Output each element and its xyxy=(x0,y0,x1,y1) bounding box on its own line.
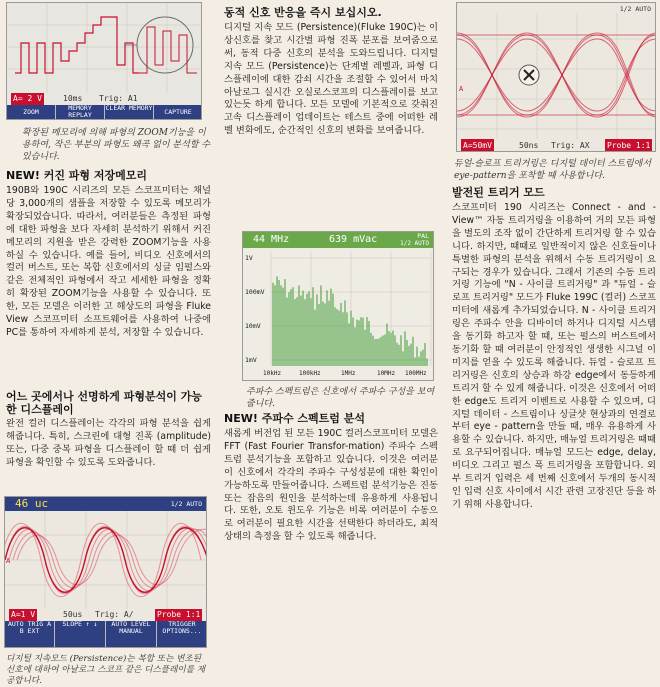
zoom-status-time: 10ms xyxy=(63,94,83,103)
fft-x-label-3: 1MHz xyxy=(341,370,356,377)
fft-spectrum-plot xyxy=(243,248,434,381)
zoom-softkey-1[interactable]: ZOOM xyxy=(7,105,56,119)
persistence-status-range: A=1 V xyxy=(11,610,36,619)
trigger-body: 스코프미터 190 시리즈는 Connect - and - View™ 자동 트리거링을 이용하여 거의 모든 파형을 별도의 조작 없이 간단하게 트리거링 할 수 있습니다. 하지만, 때때로 일반적이지 않은 신호들이나 특별한 파형의 분석을 위해서 수동 트리거링이 요구되는 경우가 있습니다. 그래서 기존의 수동 트리거링 기능에 "N - 사이클 트리거링" 과 "듀얼 - 슬로프 트리거링" 모드가 Fluke 199C (컬러) 스코프미터에 새롭게 추가되었습니다. N - 사이클 트리거링은 주파수 안을 디바이더 하거나 디지털 시스템을 동기화 하고자 할 때, 또는 펄스의 버스트에서 동기화 할 때 여러분이 안정적인 생생한 시그널 이미지를 얻을 수 있도록 해줍니다. 듀얼 - 슬로프 트리거링은 신호의 상승과 하강 edge에서 동등하게 트리거 할 수 있게 해줍니다. 이것은 신호에서 어떠한 edge도 트리거 이벤트로 사용할 수 있으며, 디지털 데이터 - 스트림이나 싱글샷 현상과의 연결로부터 eye - pattern을 만들 때, 매우 유용하게 사용할 수 있습니다. 하지만, 매뉴얼 트리거링은 때때로 요구되어집니다. 매뉴얼 모드는 edge, delay, 비디오 그리고 펄스 폭 트리거링을 포함합니다. 외부 트리거 입력은 세 번째 신호에서 두개의 동시적인 입력 신호 사이에서 시간 관련 고장진단 등을 하기 위해 사용합니다. xyxy=(452,202,656,510)
persistence-status-probe: Probe 1:1 xyxy=(157,610,201,619)
svg-text:A: A xyxy=(6,557,11,565)
persistence-reading: 46 uc xyxy=(15,497,49,510)
display-heading: 어느 곳에서나 선명하게 파형분석이 가능한 디스플레이 xyxy=(6,390,202,416)
eye-auto-badge: 1/2 AUTO xyxy=(619,5,651,13)
persistence-reading-bar xyxy=(5,497,206,511)
fft-pal-badge: PAL xyxy=(417,232,429,240)
persistence-heading: 동적 신호 반응을 즉시 보십시오. xyxy=(224,6,382,19)
zoom-status-trigger: Trig: A1 xyxy=(99,94,138,103)
fft-y-label-2: 100mV xyxy=(245,288,265,296)
eye-status-trigger: Trig: AX xyxy=(551,141,590,150)
persistence-softkey-2[interactable]: SLOPE ↑ ↓ xyxy=(55,621,106,647)
eye-status-range: A=50mV xyxy=(461,139,494,152)
eye-channel-marker: A xyxy=(459,85,464,93)
persistence-waveform-plot xyxy=(5,511,207,609)
persistence-softkey-1[interactable]: AUTO TRIG A B EXT xyxy=(5,621,55,647)
fft-x-label-5: 100MHz xyxy=(405,370,427,377)
eye-pattern-scope-screen xyxy=(456,2,656,152)
fft-scope-screen xyxy=(242,231,434,381)
fft-spectrum-bars xyxy=(273,276,427,366)
zoom-softkey-3[interactable]: CLEAR MEMORY xyxy=(105,105,154,119)
fft-reading-bar xyxy=(243,232,433,248)
eye-status-time: 50ns xyxy=(519,141,539,150)
fft-x-label-1: 10kHz xyxy=(263,370,282,377)
trigger-heading: 발전된 트리거 모드 xyxy=(452,186,545,199)
eye-pattern-caption: 듀얼-슬로프 트리거링은 디지털 데이터 스트림에서 eye-pattern을 포착할 때 사용합니다. xyxy=(454,159,652,181)
persistence-softkey-4[interactable]: TRIGGER OPTIONS... xyxy=(157,621,207,647)
fft-x-label-2: 100kHz xyxy=(299,370,321,377)
persistence-body: 디지털 지속 모드 (Persistence)(Fluke 190C)는 이상신호를 찾고 시간별 파형 진폭 분포를 보여줌으로써, 동적 다중 신호의 분석을 도와드립니다. 디지털 지속 모드 (Persistence)는 단계별 레벨과, 파형 디스플레이에 대한 감쇠 시간을 조절할 수 있어서 마치 아날로그 실시간 오실로스코프의 디스플레이를 보고 있는듯 하게 합니다. 모든 모델에 기본적으로 갖춰진 고속 디스플레이 업데이트는 테스트 중에 어떠한 레벨 변화에도, 순간적인 신호의 변화를 보여줍니다. xyxy=(224,22,438,137)
persistence-auto-badge: 1/2 AUTO xyxy=(170,500,202,508)
persistence-softkey-3[interactable]: AUTO LEVEL MANUAL xyxy=(106,621,157,647)
fft-reading-frequency: 44 MHz xyxy=(253,234,290,245)
fft-y-label-4: 1mV xyxy=(245,356,257,364)
zoom-waveform-plot xyxy=(7,3,202,93)
persistence-status-time: 50us xyxy=(63,610,83,619)
zoom-status-bar xyxy=(7,93,201,105)
eye-status-probe: Probe 1:1 xyxy=(605,139,652,152)
fft-x-label-4: 10MHz xyxy=(377,370,396,377)
zoom-softkey-4[interactable]: CAPTURE xyxy=(154,105,202,119)
persistence-status-trigger: Trig: A/ xyxy=(95,610,134,619)
fft-y-label-3: 10mV xyxy=(245,322,261,330)
zoom-softkey-2[interactable]: MEMORY REPLAY xyxy=(56,105,105,119)
fft-heading: NEW! 주파수 스펙트럼 분석 xyxy=(224,412,365,425)
memory-heading: NEW! 커진 파형 저장메모리 xyxy=(6,169,147,182)
memory-body: 190B와 190C 시리즈의 모든 스코프미터는 채널 당 3,000개의 샘플을 저장할 수 있도록 메모리가 확장되었습니다. 따라서, 여러분들은 측정된 파형에 대한 파형을 보다 자세히 분석하기 위해서 커진 메모리의 지원을 받은 강력한 ZOOM기능을 사용하실 수 있습니다. 예를 들어, 비디오 신호에서의 컬러 버스트, 또는 복합 신호에서의 싱글 임펄스와 같은 전체적인 파형에서 작고 세세한 파형을 정확히 확장된 ZOOM기능을 사용할 수 있습니다. 또한, 모든 모델은 이러한 고 해상도의 파형을 Fluke View 스코프미터 소프트웨어를 사용하여 나중에 PC를 통하여 자세하게 분석, 저장할 수 있습니다. xyxy=(6,185,211,338)
fft-auto-badge: 1/2 AUTO xyxy=(400,240,429,247)
display-body: 완전 컬러 디스플레이는 각각의 파형 분석을 쉽게 해줍니다. 특히, 스크린에 대형 진폭 (amplitude) 또는, 다중 중복 파형을 디스플레이 할 때 더 쉽게 파형을 확인할 수 있도록 도와줍니다. xyxy=(6,418,211,468)
fft-caption: 주파수 스펙트럼은 신호에서 주파수 구성을 보여줍니다. xyxy=(246,387,435,409)
fft-y-label-1: 1V xyxy=(245,254,253,262)
zoom-status-range: A= 2 V xyxy=(13,94,42,103)
fft-body: 새롭게 버전업 된 모든 190C 컬러스코프미터 모델은 FFT (Fast Fourier Transfor-mation) 주파수 스펙트럼 분석기능을 포함하고 있습니다. 이것은 여러분이 신호에서 각각의 주파수 구성성분에 대한 확인이 가능하도록 만들어줍니다. 스펙트럼 분석기능은 진동 또는 잡음의 원인을 분석하는데 유용하게 사용됩니다. 또한, 오토 윈도우 기능은 비록 여러분이 수동으로 여러분이 필요한 시간을 선택한다 하더라도, 최적 상태의 측정을 할 수 있도록 해줍니다. xyxy=(224,428,438,543)
eye-pattern-plot xyxy=(457,13,656,139)
zoom-scope-screen xyxy=(6,2,202,120)
zoom-caption: 확장된 메모리에 의해 파형의 ZOOM기능을 이용하여, 작은 부분의 파형도 왜곡 없이 분석할 수 있습니다. xyxy=(22,128,211,162)
persistence-caption: 디지털 지속모드 (Persistence)는 복합 또는 변조된 신호에 대하여 아날로그 스코프 같은 디스플레이를 제공합니다. xyxy=(6,654,206,686)
fft-reading-voltage: 639 mVac xyxy=(329,234,378,245)
persistence-scope-screen xyxy=(4,496,207,648)
eye-status-bar xyxy=(457,139,655,152)
